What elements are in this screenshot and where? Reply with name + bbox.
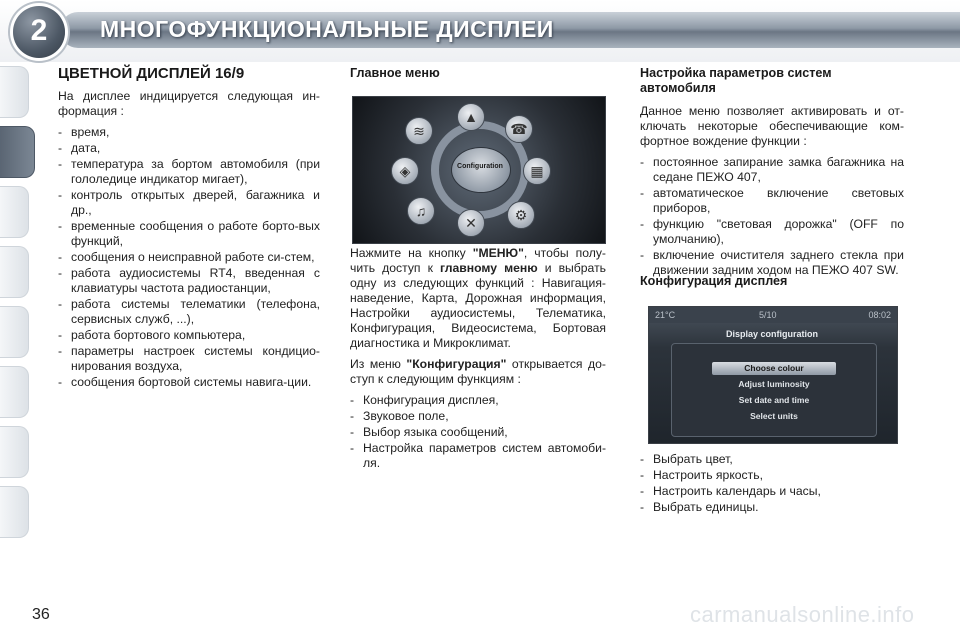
map-icon: ◈ (391, 157, 419, 185)
screen-status-bar (649, 307, 897, 323)
text-run: , чтобы полу-чить доступ к (350, 246, 606, 275)
grid-icon: ▦ (523, 157, 551, 185)
list-item: - Выбрать цвет, (640, 452, 904, 467)
list-item: - временные сообщения о работе борто-вых функций, (58, 219, 320, 249)
main-menu-term: главному меню (439, 261, 538, 275)
menu-button-name: "МЕНЮ" (472, 246, 524, 260)
text-run: Из меню (350, 357, 407, 371)
text-run: Нажмите на кнопку (350, 246, 473, 260)
section-title: ЦВЕТНОЙ ДИСПЛЕЙ 16/9 (58, 65, 245, 82)
text-run: открывается до-ступ к следующим функциям : (350, 357, 606, 386)
configuration-label: Configuration (457, 163, 503, 170)
option-adjust-luminosity: Adjust luminosity (738, 379, 810, 389)
diagnostics-icon: ⚙ (507, 201, 535, 229)
option-select-units: Select units (750, 411, 798, 421)
list-item: - дата, (58, 141, 320, 156)
config-list (350, 393, 606, 471)
display-config-screen-image (648, 306, 898, 444)
list-item: - включение очистителя заднего стекла при движении задним ходом на ПЕЖО 407 SW. (640, 248, 904, 278)
tools-icon: ✕ (457, 209, 485, 237)
list-item: - автоматическое включение световых приборов, (640, 186, 904, 216)
list-item: - параметры настроек системы кондицио-нирования воздуха, (58, 344, 320, 374)
page-title: МНОГОФУНКЦИОНАЛЬНЫЕ ДИСПЛЕИ (100, 16, 554, 42)
menu-paragraph (350, 246, 606, 351)
list-item: - постоянное запирание замка багажника на седане ПЕЖО 407, (640, 155, 904, 185)
chapter-tab[interactable] (0, 186, 29, 238)
chapter-tab[interactable] (0, 426, 29, 478)
column-vehicle-settings (640, 66, 904, 279)
warning-icon: ▲ (457, 103, 485, 131)
phone-icon: ☎ (505, 115, 533, 143)
list-item: - сообщения о неисправной работе си-стем, (58, 250, 320, 265)
main-menu-text (350, 246, 606, 472)
temperature-readout: 21°C (655, 310, 676, 320)
chapter-tab[interactable] (0, 246, 29, 298)
list-item: - функцию "световая дорожка" (OFF по умолчанию), (640, 217, 904, 247)
list-item: - Настройка параметров систем автомоби-ля. (350, 441, 606, 471)
clock-readout: 08:02 (868, 310, 891, 320)
list-item: - работа аудиосистемы RT4, введенная с клавиатуры частота радиостанции, (58, 266, 320, 296)
text-run: и выбрать одну из следующих функций : Навигация-наведение, Карта, Дорожная информация, Настройки аудиосистемы, Телематика, Конфигурация, Видеосистема, Бортовая диагностика и Микроклимат. (350, 261, 606, 350)
option-set-date-time: Set date and time (738, 395, 810, 405)
list-item: - время, (58, 125, 320, 140)
chapter-tab[interactable] (0, 306, 29, 358)
info-list (58, 125, 320, 390)
display-config-list-block (640, 452, 904, 516)
list-item: - Выбрать единицы. (640, 500, 904, 515)
config-paragraph (350, 357, 606, 387)
list-item: - Выбор языка сообщений, (350, 425, 606, 440)
chapter-tab-active[interactable] (0, 126, 35, 178)
track-readout: 5/10 (759, 310, 777, 320)
list-item: - Настроить календарь и часы, (640, 484, 904, 499)
chapter-tab[interactable] (0, 486, 29, 538)
chapter-tabs (0, 66, 36, 576)
watermark-url: carmanualsonline.info (690, 602, 915, 627)
list-item: - Настроить яркость, (640, 468, 904, 483)
option-choose-colour: Choose colour (712, 362, 836, 375)
chapter-tab[interactable] (0, 66, 29, 118)
list-item: - Звуковое поле, (350, 409, 606, 424)
list-item: - сообщения бортовой системы навига-ции. (58, 375, 320, 390)
list-item: - температура за бортом автомобиля (при гололедице индикатор мигает), (58, 157, 320, 187)
options-panel (671, 343, 877, 437)
audio-icon: ♫ (407, 197, 435, 225)
list-item: - работа бортового компьютера, (58, 328, 320, 343)
page-number: 36 (32, 606, 50, 623)
column-color-display (58, 66, 320, 391)
column-main-menu (350, 66, 606, 89)
chapter-badge (13, 6, 65, 58)
intro-text: Данное меню позволяет активировать и от-ключать некоторые обеспечивающие ком-фортное вождение функции : (640, 104, 904, 148)
display-config-list (640, 452, 904, 515)
list-item: - Конфигурация дисплея, (350, 393, 606, 408)
screen-title: Display configuration (725, 329, 818, 339)
list-item: - работа системы телематики (телефона, сервисных служб, ...), (58, 297, 320, 327)
section-title: Настройка параметров систем автомобиля (640, 66, 832, 95)
navigation-icon: ≋ (405, 117, 433, 145)
configuration-center-button (451, 147, 511, 193)
chapter-tab[interactable] (0, 366, 29, 418)
section-title: Главное меню (350, 66, 440, 80)
main-menu-screen-image (352, 96, 606, 244)
configuration-term: "Конфигурация" (406, 357, 507, 371)
section-title: Конфигурация дисплея (640, 274, 788, 288)
intro-text: На дисплее индицируется следующая ин-формация : (58, 89, 320, 118)
page-header (0, 0, 960, 62)
display-config-heading (640, 274, 904, 297)
settings-list (640, 155, 904, 278)
list-item: - контроль открытых дверей, багажника и др., (58, 188, 320, 218)
chapter-number: 2 (30, 14, 48, 47)
